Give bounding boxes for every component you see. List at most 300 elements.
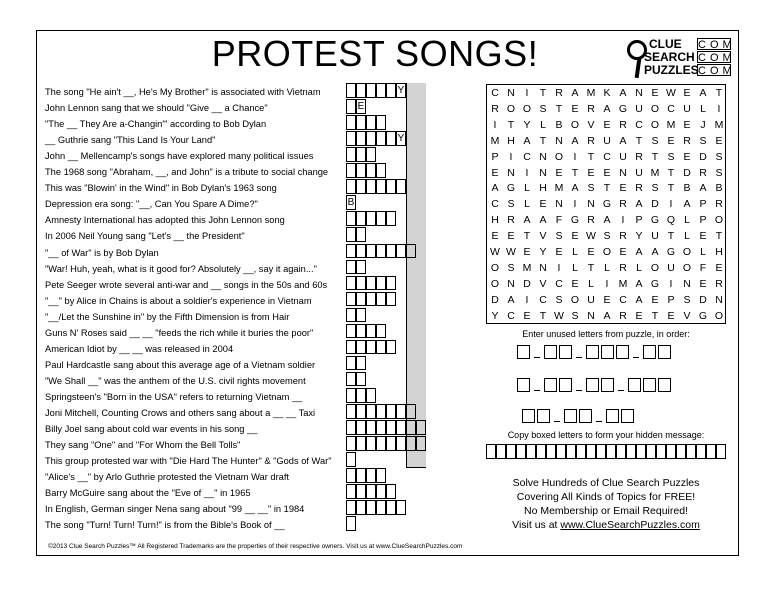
- unused-letter-box[interactable]: [559, 345, 572, 359]
- unused-letter-box[interactable]: [643, 378, 656, 392]
- wordsearch-letter[interactable]: O: [714, 214, 724, 227]
- wordsearch-letter[interactable]: I: [557, 261, 561, 274]
- wordsearch-letter[interactable]: N: [507, 166, 515, 179]
- wordsearch-letter[interactable]: A: [523, 134, 531, 147]
- hidden-message-box[interactable]: [546, 444, 556, 459]
- wordsearch-letter[interactable]: R: [587, 214, 595, 227]
- answer-cell[interactable]: [346, 211, 356, 226]
- wordsearch-letter[interactable]: N: [555, 134, 563, 147]
- wordsearch-letter[interactable]: N: [539, 261, 547, 274]
- wordsearch-letter[interactable]: I: [525, 87, 529, 99]
- wordsearch-letter[interactable]: L: [524, 182, 530, 195]
- answer-cell[interactable]: [346, 500, 356, 515]
- answer-cell[interactable]: [346, 227, 356, 242]
- answer-cell[interactable]: [356, 115, 366, 130]
- unused-letter-box[interactable]: [522, 409, 535, 423]
- wordsearch-letter[interactable]: O: [506, 102, 516, 115]
- answer-cell[interactable]: [366, 340, 376, 355]
- answer-cell[interactable]: [346, 260, 356, 275]
- wordsearch-letter[interactable]: W: [490, 246, 500, 258]
- unused-letter-box[interactable]: [564, 409, 577, 423]
- answer-cell[interactable]: [376, 404, 386, 419]
- wordsearch-letter[interactable]: U: [619, 150, 627, 163]
- answer-cell[interactable]: [346, 308, 356, 323]
- unused-letter-box[interactable]: [621, 409, 634, 423]
- answer-cell[interactable]: [346, 324, 356, 339]
- hidden-message-box[interactable]: [626, 444, 636, 459]
- wordsearch-letter[interactable]: B: [715, 182, 723, 195]
- wordsearch-letter[interactable]: T: [587, 150, 595, 163]
- answer-cell[interactable]: [366, 404, 376, 419]
- wordsearch-letter[interactable]: A: [507, 293, 515, 306]
- wordsearch-letter[interactable]: W: [666, 87, 676, 99]
- answer-cell[interactable]: [366, 276, 376, 291]
- wordsearch-letter[interactable]: T: [555, 102, 563, 115]
- answer-cell[interactable]: [416, 436, 426, 451]
- wordsearch-letter[interactable]: P: [667, 293, 675, 306]
- wordsearch-letter[interactable]: I: [573, 150, 577, 163]
- wordsearch-letter[interactable]: S: [571, 309, 579, 322]
- wordsearch-letter[interactable]: C: [603, 150, 611, 163]
- wordsearch-letter[interactable]: E: [539, 198, 547, 211]
- hidden-message-box[interactable]: [576, 444, 586, 459]
- wordsearch-letter[interactable]: A: [491, 182, 499, 195]
- wordsearch-letter[interactable]: O: [682, 261, 692, 274]
- wordsearch-letter[interactable]: L: [540, 118, 546, 131]
- hidden-message-box[interactable]: [696, 444, 706, 459]
- wordsearch-letter[interactable]: O: [602, 246, 612, 258]
- wordsearch-letter[interactable]: U: [651, 230, 659, 243]
- hidden-message-box[interactable]: [526, 444, 536, 459]
- answer-cell[interactable]: [346, 516, 356, 531]
- given-letter-cell[interactable]: E: [357, 101, 365, 113]
- wordsearch-letter[interactable]: E: [683, 87, 691, 99]
- answer-cell[interactable]: [356, 244, 366, 259]
- wordsearch-letter[interactable]: B: [555, 118, 563, 131]
- wordsearch-letter[interactable]: E: [603, 118, 611, 131]
- answer-cell[interactable]: [356, 356, 366, 371]
- wordsearch-letter[interactable]: S: [555, 230, 563, 243]
- answer-cell[interactable]: [386, 420, 396, 435]
- wordsearch-letter[interactable]: H: [715, 246, 723, 258]
- wordsearch-letter[interactable]: C: [491, 87, 499, 99]
- answer-cell[interactable]: [356, 131, 366, 146]
- wordsearch-letter[interactable]: R: [619, 118, 627, 131]
- website-link[interactable]: www.ClueSearchPuzzles.com: [560, 519, 700, 531]
- answer-cell[interactable]: [386, 244, 396, 259]
- answer-cell[interactable]: [356, 468, 366, 483]
- wordsearch-letter[interactable]: K: [603, 87, 611, 99]
- answer-cell[interactable]: [356, 276, 366, 291]
- wordsearch-letter[interactable]: U: [683, 102, 691, 115]
- wordsearch-letter[interactable]: E: [635, 309, 643, 322]
- answer-cell[interactable]: [376, 83, 386, 98]
- wordsearch-letter[interactable]: V: [587, 118, 595, 131]
- wordsearch-letter[interactable]: C: [635, 118, 643, 131]
- hidden-message-box[interactable]: [586, 444, 596, 459]
- wordsearch-letter[interactable]: G: [602, 198, 612, 211]
- wordsearch-letter[interactable]: U: [667, 261, 675, 274]
- answer-cell[interactable]: [356, 260, 366, 275]
- wordsearch-letter[interactable]: L: [684, 230, 690, 243]
- wordsearch-letter[interactable]: O: [650, 261, 660, 274]
- wordsearch-letter[interactable]: O: [490, 277, 500, 290]
- wordsearch-letter[interactable]: T: [651, 150, 659, 163]
- answer-cell[interactable]: [356, 292, 366, 307]
- answer-cell[interactable]: [366, 211, 376, 226]
- wordsearch-letter[interactable]: R: [555, 87, 563, 99]
- wordsearch-letter[interactable]: T: [539, 309, 547, 322]
- wordsearch-letter[interactable]: A: [603, 309, 611, 322]
- answer-cell[interactable]: [346, 404, 356, 419]
- answer-cell[interactable]: [356, 420, 366, 435]
- wordsearch-letter[interactable]: I: [493, 118, 497, 131]
- answer-cell[interactable]: [346, 115, 356, 130]
- wordsearch-letter[interactable]: R: [619, 309, 627, 322]
- answer-cell[interactable]: [366, 244, 376, 259]
- answer-cell[interactable]: [366, 388, 376, 403]
- wordsearch-letter[interactable]: R: [587, 134, 595, 147]
- answer-cell[interactable]: [346, 436, 356, 451]
- answer-cell[interactable]: [386, 276, 396, 291]
- hidden-message-box[interactable]: [636, 444, 646, 459]
- answer-cell[interactable]: [346, 388, 356, 403]
- answer-cell[interactable]: [356, 163, 366, 178]
- answer-cell[interactable]: [346, 468, 356, 483]
- wordsearch-letter[interactable]: N: [507, 87, 515, 99]
- wordsearch-letter[interactable]: H: [491, 214, 499, 227]
- unused-letter-box[interactable]: [606, 409, 619, 423]
- wordsearch-letter[interactable]: V: [683, 309, 691, 322]
- given-letter-cell[interactable]: B: [347, 197, 355, 209]
- unused-letter-box[interactable]: [586, 378, 599, 392]
- wordsearch-letter[interactable]: T: [667, 166, 675, 179]
- wordsearch-letter[interactable]: S: [507, 198, 515, 211]
- wordsearch-letter[interactable]: N: [507, 277, 515, 290]
- unused-letter-box[interactable]: [628, 378, 641, 392]
- wordsearch-letter[interactable]: A: [539, 214, 547, 227]
- hidden-message-box[interactable]: [716, 444, 726, 459]
- wordsearch-letter[interactable]: N: [635, 87, 643, 99]
- wordsearch-letter[interactable]: R: [491, 102, 499, 115]
- wordsearch-letter[interactable]: D: [683, 166, 691, 179]
- answer-cell[interactable]: [346, 452, 356, 467]
- answer-cell[interactable]: [416, 420, 426, 435]
- answer-cell[interactable]: [376, 468, 386, 483]
- wordsearch-letter[interactable]: V: [539, 277, 547, 290]
- answer-cell[interactable]: [346, 83, 356, 98]
- wordsearch-letter[interactable]: E: [715, 134, 723, 147]
- wordsearch-letter[interactable]: O: [650, 102, 660, 115]
- wordsearch-letter[interactable]: A: [523, 214, 531, 227]
- answer-cell[interactable]: [356, 83, 366, 98]
- wordsearch-letter[interactable]: N: [619, 166, 627, 179]
- wordsearch-letter[interactable]: S: [539, 102, 547, 115]
- answer-cell[interactable]: [346, 420, 356, 435]
- wordsearch-letter[interactable]: S: [651, 134, 659, 147]
- hidden-message-box[interactable]: [566, 444, 576, 459]
- wordsearch-letter[interactable]: M: [490, 134, 500, 147]
- wordsearch-letter[interactable]: A: [635, 246, 643, 258]
- wordsearch-letter[interactable]: E: [699, 277, 707, 290]
- wordsearch-letter[interactable]: M: [714, 118, 724, 131]
- wordsearch-letter[interactable]: A: [619, 87, 627, 99]
- answer-cell[interactable]: [386, 436, 396, 451]
- wordsearch-letter[interactable]: T: [667, 182, 675, 195]
- hidden-message-box[interactable]: [706, 444, 716, 459]
- hidden-message-box[interactable]: [516, 444, 526, 459]
- wordsearch-letter[interactable]: O: [650, 118, 660, 131]
- wordsearch-letter[interactable]: I: [509, 150, 513, 163]
- answer-cell[interactable]: [356, 500, 366, 515]
- wordsearch-letter[interactable]: G: [618, 102, 628, 115]
- answer-cell[interactable]: [356, 211, 366, 226]
- answer-cell[interactable]: [396, 436, 406, 451]
- wordsearch-letter[interactable]: E: [667, 309, 675, 322]
- unused-letter-box[interactable]: [658, 345, 671, 359]
- answer-cell[interactable]: [356, 372, 366, 387]
- wordsearch-letter[interactable]: E: [683, 150, 691, 163]
- wordsearch-letter[interactable]: A: [699, 87, 707, 99]
- answer-cell[interactable]: [366, 500, 376, 515]
- wordsearch-letter[interactable]: E: [555, 166, 563, 179]
- wordsearch-letter[interactable]: E: [555, 246, 563, 258]
- answer-cell[interactable]: [346, 99, 356, 114]
- wordsearch-letter[interactable]: E: [667, 134, 675, 147]
- answer-cell[interactable]: [366, 468, 376, 483]
- wordsearch-letter[interactable]: G: [506, 182, 516, 195]
- wordsearch-letter[interactable]: I: [621, 214, 625, 227]
- wordsearch-letter[interactable]: W: [506, 246, 516, 258]
- unused-letter-box[interactable]: [544, 345, 557, 359]
- wordsearch-letter[interactable]: I: [525, 166, 529, 179]
- wordsearch-letter[interactable]: T: [635, 134, 643, 147]
- wordsearch-letter[interactable]: M: [618, 277, 628, 290]
- wordsearch-letter[interactable]: I: [605, 277, 609, 290]
- wordsearch-letter[interactable]: T: [603, 182, 611, 195]
- hidden-message-box[interactable]: [536, 444, 546, 459]
- wordsearch-letter[interactable]: E: [571, 102, 579, 115]
- wordsearch-letter[interactable]: G: [650, 214, 660, 227]
- wordsearch-letter[interactable]: U: [587, 293, 595, 306]
- wordsearch-letter[interactable]: C: [507, 309, 515, 322]
- wordsearch-letter[interactable]: E: [507, 230, 515, 243]
- wordsearch-letter[interactable]: U: [603, 134, 611, 147]
- wordsearch-letter[interactable]: C: [619, 293, 627, 306]
- unused-letter-box[interactable]: [544, 378, 557, 392]
- wordsearch-letter[interactable]: A: [603, 102, 611, 115]
- answer-cell[interactable]: [396, 500, 406, 515]
- wordsearch-letter[interactable]: I: [525, 293, 529, 306]
- wordsearch-letter[interactable]: L: [524, 198, 530, 211]
- wordsearch-letter[interactable]: E: [603, 166, 611, 179]
- wordsearch-letter[interactable]: E: [491, 166, 499, 179]
- answer-cell[interactable]: [406, 420, 416, 435]
- answer-cell[interactable]: [376, 163, 386, 178]
- wordsearch-letter[interactable]: S: [651, 182, 659, 195]
- hidden-message-box[interactable]: [666, 444, 676, 459]
- answer-cell[interactable]: [346, 131, 356, 146]
- answer-cell[interactable]: [396, 244, 406, 259]
- hidden-message-box[interactable]: [676, 444, 686, 459]
- wordsearch-letter[interactable]: L: [572, 246, 578, 258]
- wordsearch-letter[interactable]: R: [619, 198, 627, 211]
- wordsearch-letter[interactable]: Y: [523, 118, 531, 131]
- answer-cell[interactable]: [346, 179, 356, 194]
- wordsearch-letter[interactable]: T: [667, 230, 675, 243]
- answer-cell[interactable]: [356, 484, 366, 499]
- answer-cell[interactable]: [356, 404, 366, 419]
- wordsearch-letter[interactable]: E: [619, 182, 627, 195]
- wordsearch-letter[interactable]: A: [571, 87, 579, 99]
- answer-cell[interactable]: [356, 324, 366, 339]
- unused-letter-box[interactable]: [601, 378, 614, 392]
- wordsearch-letter[interactable]: F: [699, 261, 707, 274]
- wordsearch-letter[interactable]: G: [570, 214, 580, 227]
- wordsearch-letter[interactable]: S: [555, 293, 563, 306]
- wordsearch-letter[interactable]: L: [588, 277, 594, 290]
- hidden-message-box[interactable]: [486, 444, 496, 459]
- wordsearch-letter[interactable]: C: [523, 150, 531, 163]
- unused-letter-box[interactable]: [601, 345, 614, 359]
- wordsearch-letter[interactable]: T: [523, 230, 531, 243]
- unused-letter-box[interactable]: [537, 409, 550, 423]
- wordsearch-letter[interactable]: R: [635, 150, 643, 163]
- answer-cell[interactable]: [366, 292, 376, 307]
- hidden-message-box[interactable]: [596, 444, 606, 459]
- unused-letter-box[interactable]: [616, 345, 629, 359]
- wordsearch-letter[interactable]: A: [571, 134, 579, 147]
- wordsearch-letter[interactable]: S: [587, 182, 595, 195]
- wordsearch-letter[interactable]: T: [587, 261, 595, 274]
- answer-cell[interactable]: [356, 227, 366, 242]
- answer-cell[interactable]: [346, 340, 356, 355]
- wordsearch-letter[interactable]: N: [539, 166, 547, 179]
- answer-cell[interactable]: [346, 292, 356, 307]
- answer-cell[interactable]: [376, 211, 386, 226]
- wordsearch-letter[interactable]: N: [683, 277, 691, 290]
- wordsearch-letter[interactable]: T: [507, 118, 515, 131]
- answer-cell[interactable]: [396, 179, 406, 194]
- wordsearch-letter[interactable]: E: [651, 87, 659, 99]
- wordsearch-letter[interactable]: B: [683, 182, 691, 195]
- wordsearch-letter[interactable]: C: [491, 198, 499, 211]
- answer-cell[interactable]: [376, 484, 386, 499]
- answer-cell[interactable]: [356, 340, 366, 355]
- answer-cell[interactable]: [376, 292, 386, 307]
- wordsearch-letter[interactable]: I: [573, 198, 577, 211]
- wordsearch-letter[interactable]: P: [699, 198, 707, 211]
- answer-cell[interactable]: [376, 420, 386, 435]
- wordsearch-letter[interactable]: S: [507, 261, 515, 274]
- wordsearch-letter[interactable]: E: [683, 118, 691, 131]
- wordsearch-letter[interactable]: M: [650, 166, 660, 179]
- wordsearch-letter[interactable]: V: [539, 230, 547, 243]
- answer-cell[interactable]: [346, 356, 356, 371]
- wordsearch-letter[interactable]: N: [539, 150, 547, 163]
- wordsearch-letter[interactable]: D: [523, 277, 531, 290]
- answer-cell[interactable]: [366, 324, 376, 339]
- wordsearch-letter[interactable]: S: [715, 166, 723, 179]
- wordsearch-letter[interactable]: A: [603, 214, 611, 227]
- wordsearch-letter[interactable]: D: [699, 293, 707, 306]
- wordsearch-letter[interactable]: S: [715, 150, 723, 163]
- wordsearch-letter[interactable]: Y: [539, 246, 547, 258]
- wordsearch-letter[interactable]: W: [554, 309, 564, 322]
- answer-cell[interactable]: [386, 484, 396, 499]
- wordsearch-letter[interactable]: M: [586, 87, 596, 99]
- hidden-message-box[interactable]: [646, 444, 656, 459]
- wordsearch-letter[interactable]: E: [587, 246, 595, 258]
- wordsearch-letter[interactable]: T: [571, 166, 579, 179]
- wordsearch-letter[interactable]: T: [539, 134, 547, 147]
- wordsearch-letter[interactable]: P: [491, 150, 499, 163]
- answer-cell[interactable]: [386, 500, 396, 515]
- wordsearch-letter[interactable]: T: [715, 87, 723, 99]
- answer-cell[interactable]: [386, 404, 396, 419]
- wordsearch-letter[interactable]: T: [539, 87, 547, 99]
- wordsearch-letter[interactable]: L: [604, 261, 610, 274]
- wordsearch-letter[interactable]: R: [587, 102, 595, 115]
- answer-cell[interactable]: [386, 340, 396, 355]
- wordsearch-letter[interactable]: L: [572, 261, 578, 274]
- wordsearch-letter[interactable]: O: [570, 118, 580, 131]
- wordsearch-letter[interactable]: A: [635, 198, 643, 211]
- wordsearch-letter[interactable]: A: [683, 198, 691, 211]
- hidden-message-box[interactable]: [496, 444, 506, 459]
- answer-cell[interactable]: [376, 131, 386, 146]
- wordsearch-letter[interactable]: N: [555, 198, 563, 211]
- wordsearch-letter[interactable]: S: [699, 134, 707, 147]
- answer-cell[interactable]: [366, 179, 376, 194]
- wordsearch-letter[interactable]: S: [603, 230, 611, 243]
- answer-cell[interactable]: [366, 115, 376, 130]
- answer-cell[interactable]: [366, 83, 376, 98]
- hidden-message-box[interactable]: [606, 444, 616, 459]
- answer-cell[interactable]: [346, 147, 356, 162]
- unused-letter-box[interactable]: [517, 378, 530, 392]
- answer-cell[interactable]: [366, 420, 376, 435]
- wordsearch-letter[interactable]: E: [523, 309, 531, 322]
- wordsearch-letter[interactable]: N: [587, 198, 595, 211]
- given-letter-cell[interactable]: Y: [397, 85, 405, 96]
- wordsearch-letter[interactable]: R: [619, 261, 627, 274]
- wordsearch-letter[interactable]: E: [699, 230, 707, 243]
- wordsearch-letter[interactable]: Q: [666, 214, 676, 227]
- answer-cell[interactable]: [376, 324, 386, 339]
- answer-cell[interactable]: [356, 308, 366, 323]
- wordsearch-letter[interactable]: C: [667, 102, 675, 115]
- wordsearch-letter[interactable]: O: [554, 150, 564, 163]
- answer-cell[interactable]: [366, 436, 376, 451]
- wordsearch-letter[interactable]: U: [635, 166, 643, 179]
- answer-cell[interactable]: [376, 500, 386, 515]
- wordsearch-letter[interactable]: N: [715, 293, 723, 306]
- answer-cell[interactable]: [406, 404, 416, 419]
- wordsearch-letter[interactable]: S: [667, 150, 675, 163]
- wordsearch-letter[interactable]: R: [715, 198, 723, 211]
- answer-cell[interactable]: [346, 372, 356, 387]
- answer-cell[interactable]: [386, 131, 396, 146]
- unused-letter-box[interactable]: [643, 345, 656, 359]
- answer-cell[interactable]: [346, 163, 356, 178]
- wordsearch-letter[interactable]: I: [669, 277, 673, 290]
- wordsearch-letter[interactable]: L: [700, 102, 706, 115]
- wordsearch-letter[interactable]: O: [714, 309, 724, 322]
- wordsearch-letter[interactable]: W: [586, 230, 596, 243]
- wordsearch-letter[interactable]: E: [587, 166, 595, 179]
- wordsearch-letter[interactable]: A: [619, 134, 627, 147]
